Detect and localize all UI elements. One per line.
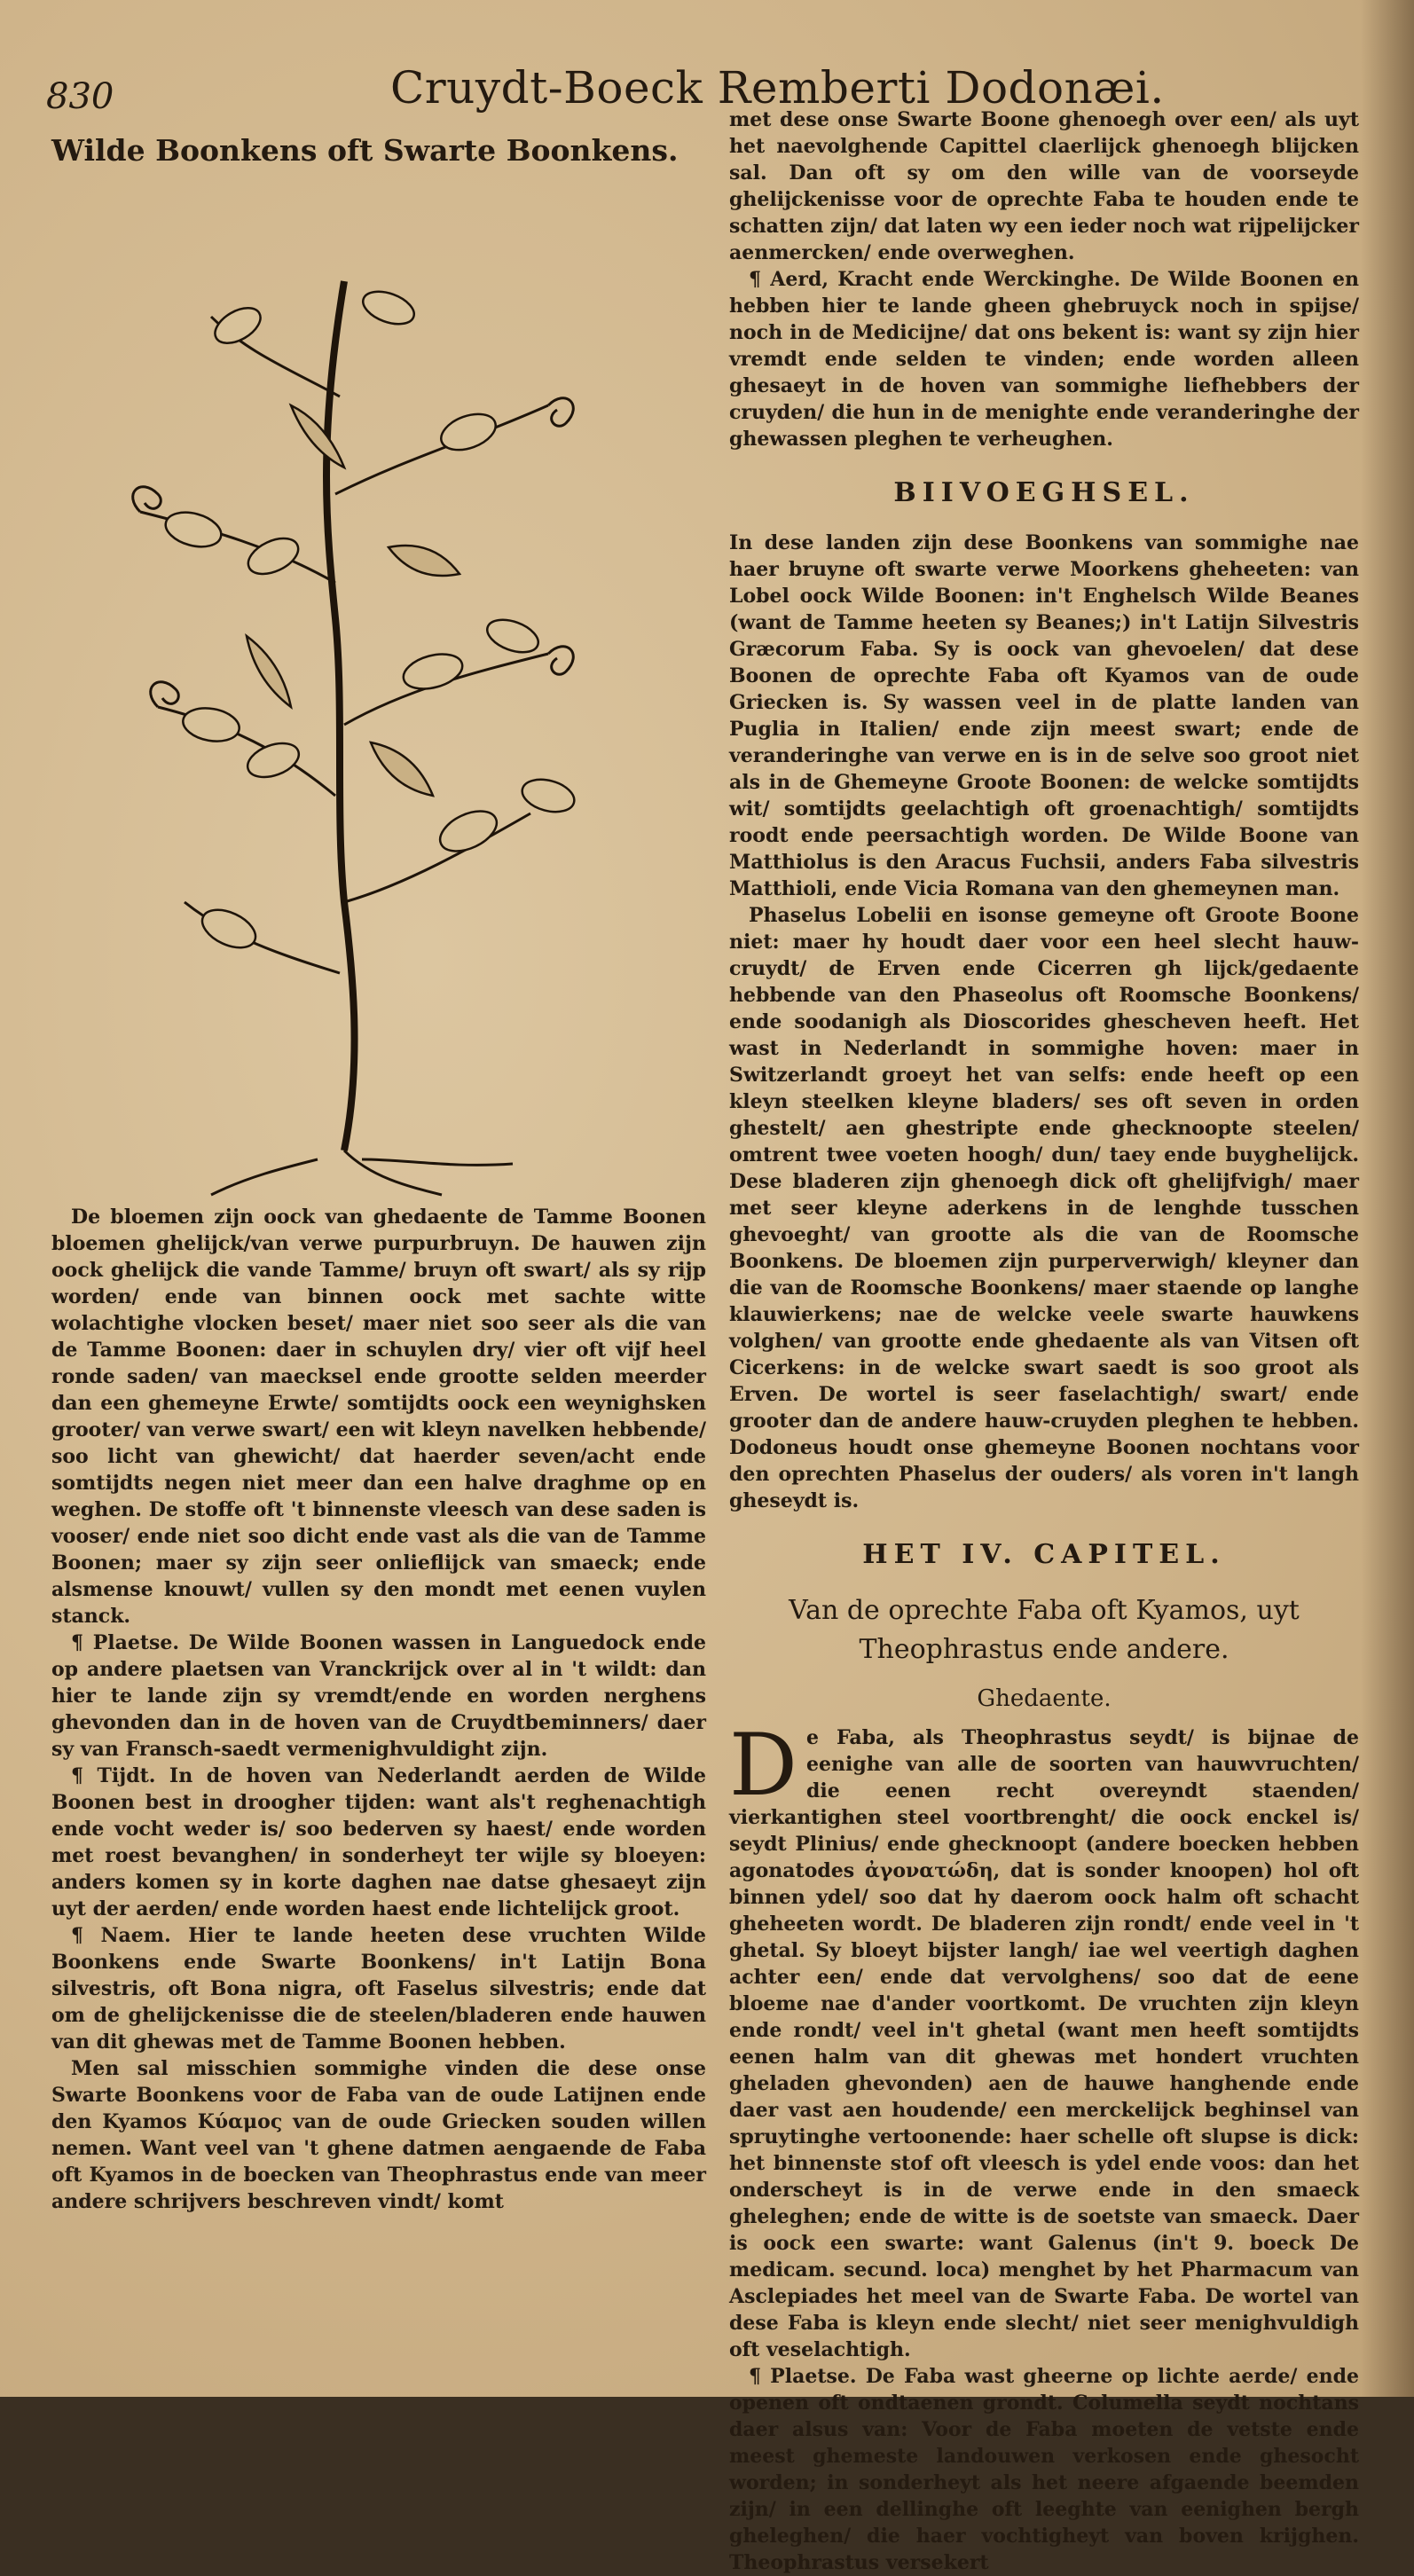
left-paragraph-5: Men sal misschien sommighe vinden die dese onse Swarte Boonkens voor de Faba van de oude Latijnen ende den Kyamos Κύαμος van de oude Griecken souden willen nemen. Want veel van 't ghene datmen aengaende de Faba oft Kyamos in de boecken van Theophrastus ende van meer andere schrijvers beschreven vindt/ komt	[51, 2057, 706, 2213]
right-intro-1: met dese onse Swarte Boone ghenoegh over een/ als uyt het naevolghende Capittel claerlijck ghenoegh blijcken sal. Dan oft sy om den wille van de voorseyde ghelijckenisse voor de oprechte Faba te houden ende te schatten zijn/ dat laten wy een ieder noch wat rijpelijcker aenmercken/ ende overweghen.	[729, 108, 1359, 264]
subheading: Ghedaente.	[977, 1685, 1112, 1712]
section-title: BIIVOEGHSEL.	[893, 477, 1195, 508]
appendix-paragraph-2: Phaselus Lobelii en isonse gemeyne oft Groote Boone niet: maer hy houdt daer voor een heel slecht hauw-cruydt/ de Erven ende Cicerren gh lijck/gedaente hebbende van den Phaseolus oft Roomsche Boonkens/ ende soodanigh als Dioscorides ghescheven heeft. Het wast in Nederlandt in sommighe hoven: maer in Switzerlandt groeyt het van selfs: ende heeft op een kleyn steelken kleyne bladers/ ses oft seven in orden ghestelt/ aen ghestripte ende ghecknoopte steelen/ omtrent twee voeten hoogh/ dun/ taey ende buyghelijck. Dese bladeren zijn ghenoegh dick oft ghelijfvigh/ maer met seer kleyne aderkens in de lenghde tusschen ghevoeght/ van grootte als die van de Roomsche Boonkens. De bloemen zijn purperverwigh/ kleyner dan die van de Roomsche Boonkens/ maer staende op langhe klauwierkens; nae de welcke veele swarte hauwkens volghen/ van grootte ende ghedaente als van Vitsen oft Cicerkens: in de welcke swart saedt is soo groot als Erven. De wortel is seer faselachtigh/ swart/ ende grooter dan de andere hauw-cruyden pleghen te hebben. Dodoneus houdt onse ghemeyne Boonen nochtans voor den oprechten Phaselus der ouders/ als voren in't langh gheseydt is.	[729, 904, 1359, 1512]
page-number: 830	[46, 76, 114, 117]
left-paragraph-3: ¶ Tijdt. In de hoven van Nederlandt aerden de Wilde Boonen best in droogher tijden: want als't reghenachtigh ende vocht weder is/ soo bederven sy haest/ ende worden met roest bevanghen/ in sonderheyt ter wijle sy bloeyen: anders komen sy in korte daghen nae datse ghesaeyt zijn uyt der aerden/ ende worden haest ende lichtelijck groot.	[51, 1764, 706, 1920]
running-title: Cruydt-Boeck Remberti Dodonæi.	[390, 62, 1165, 114]
plant-illustration	[51, 175, 706, 1204]
chapter-first-paragraph-text: e Faba, als Theophrastus seydt/ is bijnae de eenighe van alle de soorten van hauwvruchten/ die eenen recht overeyndt staenden/ vierkantighen steel voortbrenght/ die oock enckel is/ seydt Plinius/ ende ghecknoopt (andere boecken hebben agonatodes ἀγονατώδη, dat is sonder knoopen) hol oft binnen ydel/ soo dat hy daerom oock halm oft schacht gheheeten wordt. De bladeren zijn rondt/ ende veel in 't ghetal. Sy bloeyt bijster langh/ iae wel veertigh daghen achter een/ ende dat vervolghens/ soo dat de eene bloeme nae d'ander voortkomt. De vruchten zijn kleyn ende rondt/ veel in't ghetal (want men heeft somtijdts eenen halm van dit ghewas met hondert vruchten gheladen ghevonden) aen de hauwe hanghende ende daer vast aen houdende/ een merckelijck beghinsel van spruytinghe vertoonende: haer schelle oft slupse is dick: het binnenste stof oft vleesch is ydel ende voos: dan het onderscheyt is in de verwe ende in den smaeck gheleghen; ende de witte is de soetste van smaeck. Daer is oock een swarte: want Galenus (in't 9. boeck De medicam. secund. loca) menghet by het Pharmacum van Asclepiades het meel van de Swarte Faba. De wortel van dese Faba is kleyn ende slecht/ niet seer menighvuldigh oft veselachtigh.	[729, 1726, 1359, 2361]
left-paragraph-4: ¶ Naem. Hier te lande heeten dese vruchten Wilde Boonkens ende Swarte Boonkens/ in't Latijn Bona silvestris, oft Bona nigra, oft Faselus silvestris; ende dat om de ghelijckenisse die de steelen/bladeren ende hauwen van dit ghewas met de Tamme Boonen hebben.	[51, 1924, 706, 2054]
right-column	[729, 106, 1359, 2576]
spine-shadow	[1361, 0, 1414, 2397]
left-paragraph-2: ¶ Plaetse. De Wilde Boonen wassen in Languedock ende op andere plaetsen van Vranckrijck over al in 't wildt: dan hier te lande zijn sy vremdt/ende en worden nerghens ghevonden dan in de hoven van de Cruydtbeminners/ daer sy van Fransch-saedt vermenighvuldight zijn.	[51, 1631, 706, 1761]
chapter-title: Van de oprechte Faba oft Kyamos, uyt Theophrastus ende andere.	[789, 1595, 1300, 1665]
drop-cap: D	[729, 1716, 797, 1815]
figure-caption: Wilde Boonkens oft Swarte Boonkens.	[51, 133, 679, 168]
chapter-first-paragraph	[729, 1716, 1359, 2363]
left-column	[51, 133, 706, 2215]
chapter-heading: HET IV. CAPITEL.	[862, 1539, 1226, 1570]
left-paragraph-1: De bloemen zijn oock van ghedaente de Tamme Boonen bloemen ghelijck/van verwe purpurbruyn. De hauwen zijn oock ghelijck die vande Tamme/ bruyn oft swart/ als sy rijp worden/ ende van binnen oock met sachte witte wolachtighe vlocken beset/ maer niet soo seer als die van de Tamme Boonen: daer in schuylen dry/ vier oft vijf heel ronde saden/ van maecksel ende grootte selden meerder dan een ghemeyne Erwte/ somtijdts oock een weynighsken grooter/ van verwe swart/ een wit kleyn navelken hebbende/ soo licht van ghewicht/ dat haerder seven/acht ende somtijdts negen niet meer dan een halve draghme op en weghen. De stoffe oft 't binnenste vleesch van dese saden is vooser/ ende niet soo dicht ende vast als die van de Tamme Boonen; maer sy zijn seer onlieflijck van smaeck; ende alsmense knouwt/ vullen sy den mondt met eenen vuylen stanck.	[51, 1206, 706, 1628]
appendix-paragraph-1: In dese landen zijn dese Boonkens van sommighe nae haer bruyne oft swarte verwe Moorkens gheheeten: van Lobel oock Wilde Boonen: in't Enghelsch Wilde Beanes (want de Tamme heeten sy Beanes;) in't Latijn Silvestris Græcorum Faba. Sy is oock van ghevoelen/ dat dese Boonen de oprechte Faba oft Kyamos van de oude Griecken is. Sy wassen veel in de platte landen van Puglia in Italien/ ende zijn meest swart; ende de veranderinghe van verwe en is in de selve soo groot niet als in de Ghemeyne Groote Boonen: de welcke somtijdts wit/ somtijdts geelachtigh oft groenachtigh/ somtijdts roodt ende peersachtigh worden. De Wilde Boone van Matthiolus is den Aracus Fuchsii, anders Faba silvestris Matthioli, ende Vicia Romana van den ghemeynen man.	[729, 531, 1359, 900]
chapter-closing-paragraph: ¶ Plaetse. De Faba wast gheerne op lichte aerde/ ende openen oft ondtaenen grondt. Columella seydt nochtans daer alsus van: Voor de Faba moeten de vetste ende meest ghemeste landouwen verkosen ende ghesocht worden; in sonderheyt als het neere afgaende beemden zijn/ in een dellinghe oft leeghte van eenighen bergh gheleghen/ die haer vochtigheyt van boven krijghen. Theophrastus versekert	[729, 2365, 1359, 2574]
right-intro-2: ¶ Aerd, Kracht ende Werckinghe. De Wilde Boonen en hebben hier te lande gheen ghebruyck noch in spijse/ noch in de Medicijne/ dat ons bekent is: want sy zijn hier vremdt ende selden te vinden; ende worden alleen ghesaeyt in de hoven van sommighe liefhebbers der cruyden/ die hun in de menighte ende veranderinghe der ghewassen pleghen te verheughen.	[729, 268, 1359, 451]
bean-plant-woodcut	[51, 175, 706, 1204]
